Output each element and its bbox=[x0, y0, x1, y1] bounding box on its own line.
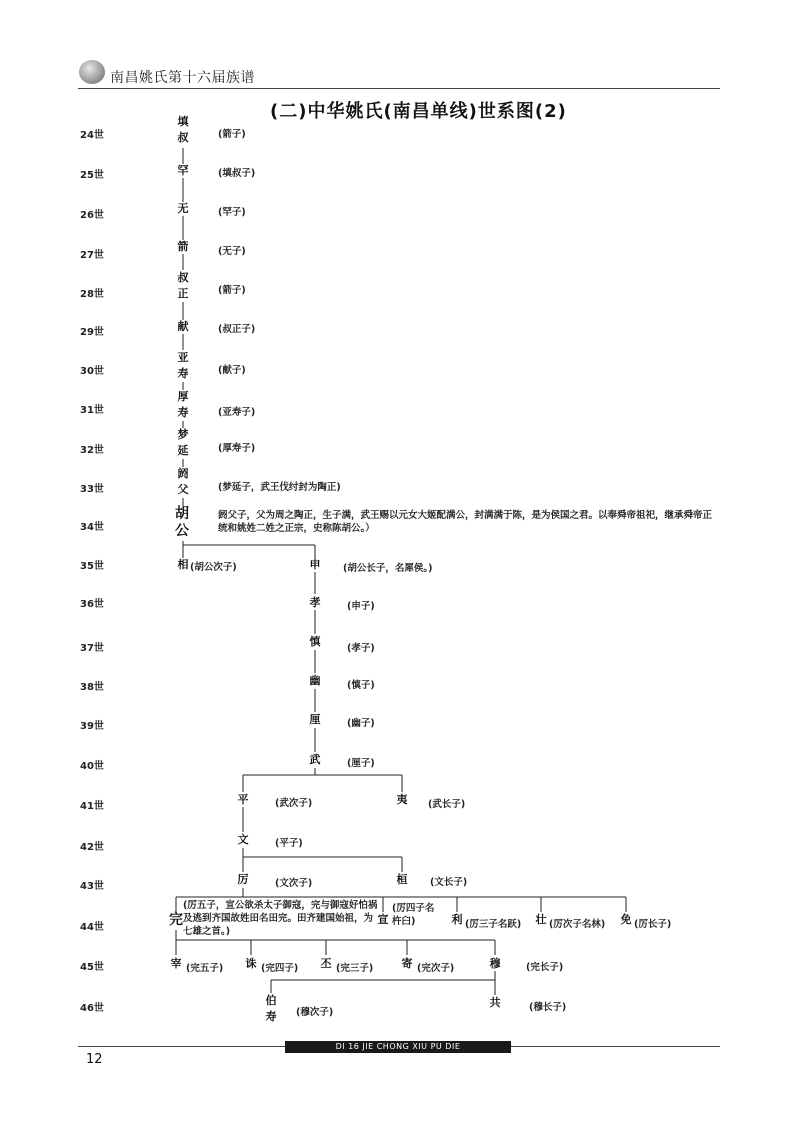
person-name: 平 bbox=[237, 793, 249, 806]
generation-label: 43世 bbox=[80, 881, 104, 892]
person-name: 宣 bbox=[377, 913, 389, 926]
generation-label: 33世 bbox=[80, 484, 104, 495]
generation-label: 44世 bbox=[80, 922, 104, 933]
person-note: (完次子) bbox=[417, 963, 455, 974]
generation-label: 39世 bbox=[80, 721, 104, 732]
person-name: 伯寿 bbox=[265, 994, 277, 1023]
person-name: 慎 bbox=[309, 635, 321, 648]
person-name: 穆 bbox=[489, 957, 501, 970]
person-name: 免 bbox=[620, 913, 632, 926]
generation-label: 45世 bbox=[80, 962, 104, 973]
person-name: 夷 bbox=[396, 793, 408, 806]
person-note: (亚寿子) bbox=[218, 407, 256, 418]
person-note: 阏父子，父为周之陶正，生子满，武王赐以元女大姬配满公，封满满于陈，是为侯国之君。以奉舜帝祖祀，继承舜帝正统和姚姓二姓之正宗，史称陈胡公。） bbox=[218, 510, 713, 534]
person-name: 无 bbox=[177, 202, 189, 215]
person-name: 填叔 bbox=[177, 115, 189, 144]
person-note: (完四子) bbox=[261, 963, 299, 974]
person-name: 胡公 bbox=[175, 506, 189, 539]
person-name: 罕 bbox=[177, 164, 189, 177]
generation-label: 24世 bbox=[80, 130, 104, 141]
person-name: 箭 bbox=[177, 240, 189, 253]
person-note: (厘子) bbox=[347, 758, 375, 769]
person-note: (厉长子) bbox=[634, 919, 672, 930]
person-note: (平子) bbox=[275, 838, 303, 849]
person-name: 孝 bbox=[309, 596, 321, 609]
person-name: 幽 bbox=[309, 674, 321, 687]
person-note: (无子) bbox=[218, 246, 246, 257]
generation-label: 46世 bbox=[80, 1003, 104, 1014]
generation-label: 28世 bbox=[80, 289, 104, 300]
person-note: (填叔子) bbox=[218, 168, 256, 179]
person-note: (箭子) bbox=[218, 129, 246, 140]
person-name: 梦延 bbox=[177, 428, 189, 457]
person-name: 亚寿 bbox=[177, 351, 189, 380]
person-note: (幽子) bbox=[347, 718, 375, 729]
person-name: 武 bbox=[309, 753, 321, 766]
person-note: (慎子) bbox=[347, 680, 375, 691]
person-note: (罕子) bbox=[218, 207, 246, 218]
person-note: (穆长子) bbox=[529, 1002, 567, 1013]
person-name: 宰 bbox=[170, 957, 182, 970]
person-note: (厉五子，宣公欲杀太子御寇，完与御寇好怕祸及逃到齐国故姓田名田完。田齐建国始祖，为七雄之首。) bbox=[183, 900, 378, 937]
header-title: 南昌姚氏第十六届族谱 bbox=[110, 70, 255, 86]
person-note: (武次子) bbox=[275, 798, 313, 809]
generation-label: 38世 bbox=[80, 682, 104, 693]
generation-label: 36世 bbox=[80, 599, 104, 610]
person-name: 桓 bbox=[396, 873, 408, 886]
person-name: 申 bbox=[309, 558, 321, 571]
person-name: 献 bbox=[177, 320, 189, 333]
person-note: (胡公长子，名犀侯。) bbox=[343, 563, 433, 574]
generation-label: 42世 bbox=[80, 842, 104, 853]
person-name: 厚寿 bbox=[177, 390, 189, 419]
generation-label: 35世 bbox=[80, 561, 104, 572]
person-note: (申子) bbox=[347, 601, 375, 612]
person-name: 相 bbox=[177, 558, 189, 571]
person-name: 壮 bbox=[535, 913, 547, 926]
generation-label: 30世 bbox=[80, 366, 104, 377]
generation-label: 31世 bbox=[80, 405, 104, 416]
person-note: (胡公次子) bbox=[190, 562, 237, 573]
person-note: (穆次子) bbox=[296, 1007, 334, 1018]
page-title: (二)中华姚氏(南昌单线)世系图(2) bbox=[270, 101, 567, 122]
person-note: (文长子) bbox=[430, 877, 468, 888]
person-name: 寄 bbox=[401, 957, 413, 970]
person-note: (献子) bbox=[218, 365, 246, 376]
page-number: 12 bbox=[86, 1052, 103, 1067]
person-note: (梦延子，武王伐纣封为陶正) bbox=[218, 482, 341, 493]
person-note: (厚寿子) bbox=[218, 443, 256, 454]
person-note: (完长子) bbox=[526, 962, 564, 973]
generation-label: 37世 bbox=[80, 643, 104, 654]
person-note: (厉四子名杵臼) bbox=[392, 903, 435, 927]
person-name: 文 bbox=[237, 833, 249, 846]
person-name: 完 bbox=[169, 912, 183, 928]
person-note: (厉次子名林) bbox=[549, 919, 606, 930]
person-note: (孝子) bbox=[347, 643, 375, 654]
person-name: 阏父 bbox=[177, 467, 189, 496]
person-note: (箭子) bbox=[218, 285, 246, 296]
person-name: 厘 bbox=[309, 713, 321, 726]
generation-label: 34世 bbox=[80, 522, 104, 533]
person-note: (厉三子名跃) bbox=[465, 919, 522, 930]
person-note: (文次子) bbox=[275, 878, 313, 889]
person-note: (完三子) bbox=[336, 963, 374, 974]
footer-band: DI 16 JIE CHONG XIU PU DIE bbox=[285, 1041, 511, 1053]
person-note: (叔正子) bbox=[218, 324, 256, 335]
person-name: 丕 bbox=[320, 957, 332, 970]
person-name: 共 bbox=[489, 996, 501, 1009]
person-name: 利 bbox=[451, 913, 463, 926]
person-note: (武长子) bbox=[428, 799, 466, 810]
generation-label: 32世 bbox=[80, 445, 104, 456]
person-note: (完五子) bbox=[186, 963, 224, 974]
generation-label: 29世 bbox=[80, 327, 104, 338]
person-name: 诛 bbox=[245, 957, 257, 970]
person-name: 厉 bbox=[237, 873, 249, 886]
generation-label: 26世 bbox=[80, 210, 104, 221]
generation-label: 41世 bbox=[80, 801, 104, 812]
generation-label: 25世 bbox=[80, 170, 104, 181]
generation-label: 27世 bbox=[80, 250, 104, 261]
generation-label: 40世 bbox=[80, 761, 104, 772]
person-name: 叔正 bbox=[177, 271, 189, 300]
